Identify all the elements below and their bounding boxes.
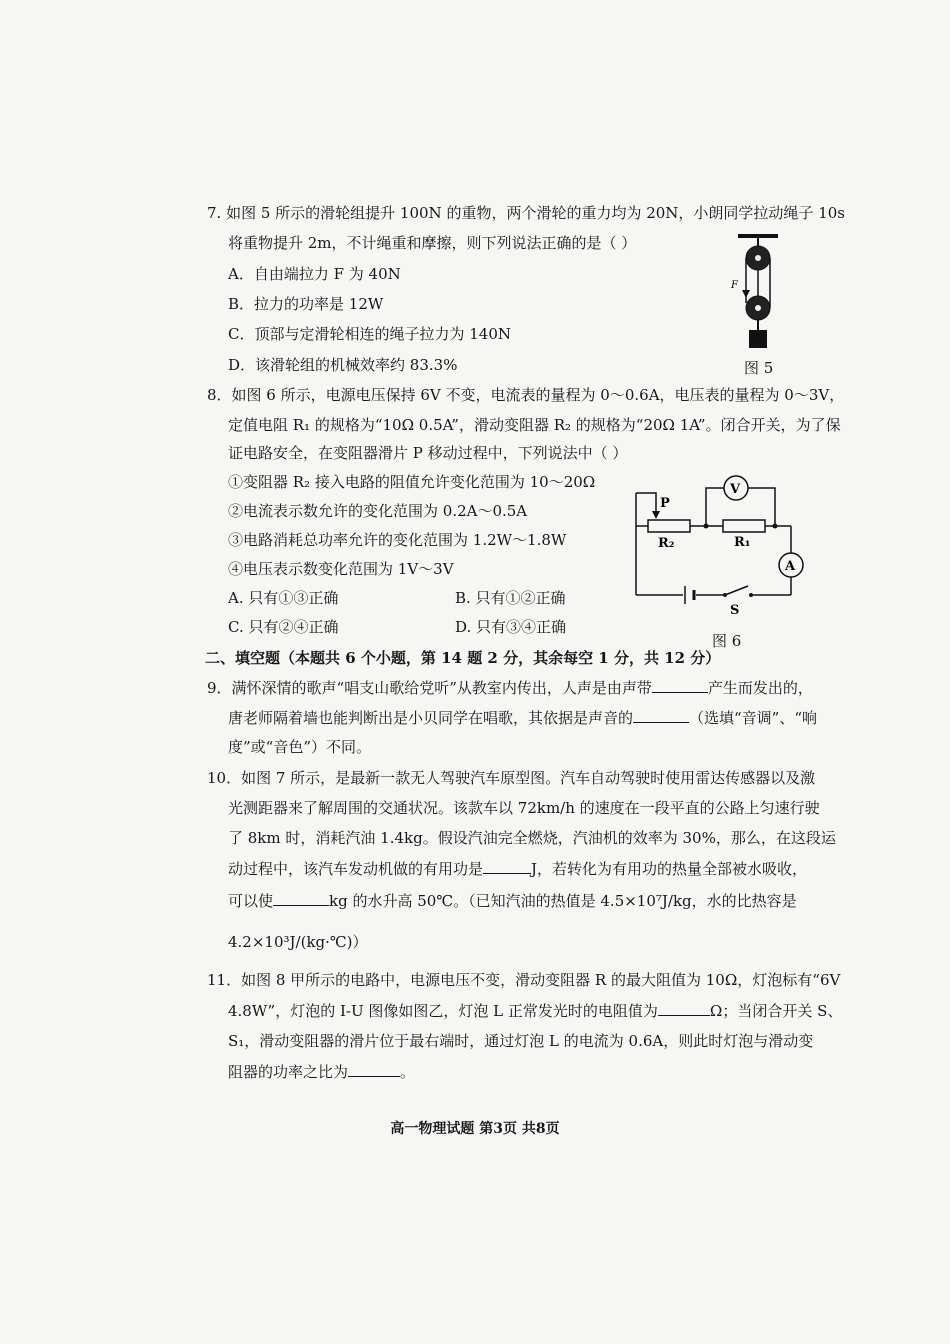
q8-option-a: A. 只有①③正确 [228, 589, 339, 607]
q9-line1 [207, 677, 813, 698]
figure-6-label: 图 6 [712, 632, 742, 650]
q8-stem-line1: 8．如图 6 所示，电源电压保持 6V 不变，电流表的量程为 0～0.6A，电压表的量程为 0～3V， [207, 386, 845, 404]
q10-line4 [228, 858, 807, 879]
q9-blank-1[interactable] [652, 677, 708, 693]
force-arrow-head [742, 290, 750, 298]
q11-line3: S₁，滑动变阻器的滑片位于最右端时，通过灯泡 L 的电流为 0.6A，则此时灯泡与滑动变 [228, 1032, 814, 1050]
q10-line3: 了 8km 时，消耗汽油 1.4kg。假设汽油完全燃烧，汽油机的效率为 30%，那么，在这段运 [228, 829, 836, 847]
q10-line5 [228, 890, 797, 911]
q10-line4-text-b: J，若转化为有用功的热量全部被水吸收， [531, 860, 808, 878]
q9-line2-text-a: 唐老师隔着墙也能判断出是小贝同学在唱歌，其依据是声音的 [228, 709, 634, 727]
pulley-figure [728, 228, 788, 353]
q7-option-b: B．拉力的功率是 12W [228, 295, 384, 313]
q11-line4-text-a: 阻器的功率之比为 [228, 1063, 349, 1081]
q10-blank-1[interactable] [483, 858, 531, 874]
q10-line2: 光测距器来了解周围的交通状况。该款车以 72km/h 的速度在一段平直的公路上匀速行驶 [228, 799, 820, 817]
svg-text:V: V [730, 482, 741, 497]
force-label: F [731, 280, 738, 291]
q8-stem-line3: 证电路安全，在变阻器滑片 P 移动过程中，下列说法中（ ） [228, 444, 628, 462]
q9-line2 [228, 707, 817, 728]
q8-option-b: B. 只有①②正确 [455, 589, 566, 607]
q7-stem-line2: 将重物提升 2m，不计绳重和摩擦，则下列说法正确的是（ ） [228, 234, 637, 252]
q11-blank-2[interactable] [348, 1061, 400, 1077]
q8-statement-1: ①变阻器 R₂ 接入电路的阻值允许变化范围为 10～20Ω [228, 473, 596, 491]
q9-line3: 度”或“音色”）不同。 [228, 738, 372, 756]
q8-statement-4: ④电压表示数变化范围为 1V～3V [228, 560, 454, 578]
q11-blank-1[interactable] [658, 1000, 710, 1016]
q8-option-c: C. 只有②④正确 [228, 618, 339, 636]
section-2-title: 二、填空题（本题共 6 个小题，第 14 题 2 分，其余每空 1 分，共 12 分） [205, 649, 721, 667]
r2-label: R₂ [658, 536, 675, 551]
q7-stem-line1: 7. 如图 5 所示的滑轮组提升 100N 的重物，两个滑轮的重力均为 20N，小朗同学拉动绳子 10s [207, 204, 845, 222]
q8-option-d: D. 只有③④正确 [455, 618, 567, 636]
q9-blank-2[interactable] [633, 707, 689, 723]
circuit-figure [628, 468, 813, 616]
q8-statement-2: ②电流表示数允许的变化范围为 0.2A～0.5A [228, 502, 528, 520]
weight-block [749, 330, 767, 348]
q10-line6: 4.2×10³J/(kg·℃)） [228, 933, 368, 951]
q8-statement-3: ③电路消耗总功率允许的变化范围为 1.2W～1.8W [228, 531, 567, 549]
q7-option-d: D．该滑轮组的机械效率约 83.3% [228, 356, 458, 374]
q11-line2 [228, 1000, 842, 1021]
q7-option-c: C．顶部与定滑轮相连的绳子拉力为 140N [228, 325, 512, 343]
q8-stem-line2: 定值电阻 R₁ 的规格为“10Ω 0.5A”，滑动变阻器 R₂ 的规格为“20Ω 1A”。闭合开关，为了保 [228, 416, 841, 434]
q9-line1-text-a: 9．满怀深情的歌声“唱支山歌给党听”从教室内传出，人声是由声带 [207, 679, 652, 697]
figure-5-label: 图 5 [744, 359, 774, 377]
q10-line4-text-a: 动过程中，该汽车发动机做的有用功是 [228, 860, 484, 878]
q11-line4 [228, 1061, 415, 1082]
svg-text:A: A [785, 559, 796, 574]
q10-line1: 10．如图 7 所示，是最新一款无人驾驶汽车原型图。汽车自动驾驶时使用雷达传感器以及激 [207, 769, 816, 787]
q9-line1-text-b: 产生而发出的， [707, 679, 813, 697]
q7-option-a: A．自由端拉力 F 为 40N [228, 265, 401, 283]
r1-resistor [723, 520, 765, 532]
r2-resistor [648, 520, 690, 532]
q11-line1: 11．如图 8 甲所示的电路中，电源电压不变，滑动变阻器 R 的最大阻值为 10Ω，灯泡标有“6V [207, 971, 841, 989]
q10-line5-text-b: kg 的水升高 50℃。（已知汽油的热值是 4.5×10⁷J/kg，水的比热容是 [329, 892, 797, 910]
q9-line2-text-b: （选填“音调”、“响 [689, 709, 818, 727]
switch-lever [725, 586, 748, 595]
slider-label: P [660, 496, 670, 511]
q11-line4-text-b: 。 [400, 1063, 416, 1081]
r1-label: R₁ [734, 535, 751, 550]
page-footer: 高一物理试题 第3页 共8页 [390, 1121, 560, 1137]
q10-line5-text-a: 可以使 [228, 892, 274, 910]
switch-label: S [730, 603, 740, 616]
q10-blank-2[interactable] [273, 890, 329, 906]
q11-line2-text-a: 4.8W”，灯泡的 I-U 图像如图乙，灯泡 L 正常发光时的电阻值为 [228, 1002, 658, 1020]
slider-arrow [652, 511, 660, 519]
q11-line2-text-b: Ω；当闭合开关 S、 [709, 1002, 843, 1020]
